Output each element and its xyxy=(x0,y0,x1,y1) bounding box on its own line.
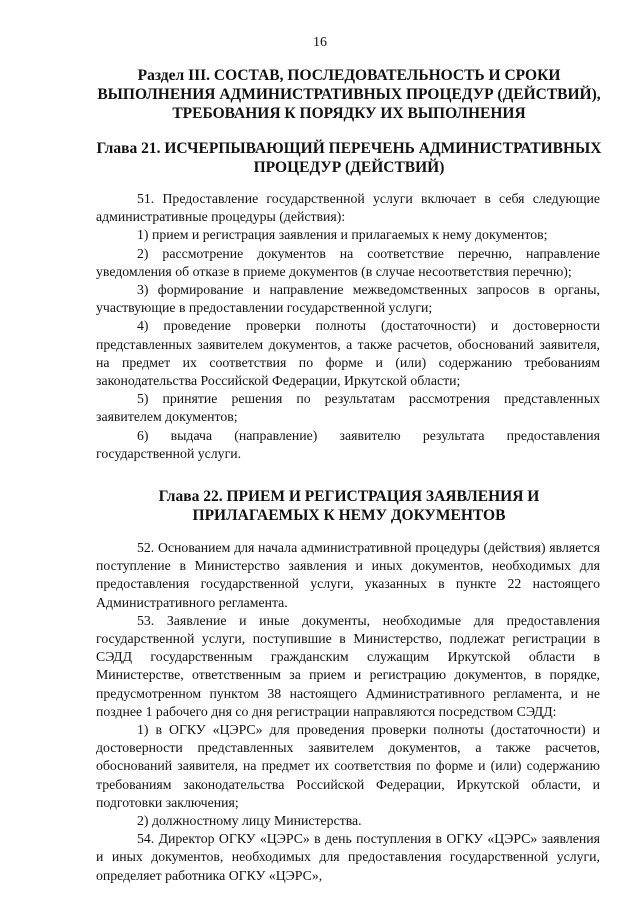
paragraph: 2) должностному лицу Министерства. xyxy=(137,813,362,829)
paragraph: 1) прием и регистрация заявления и прилагаемых к нему документов; xyxy=(137,227,548,243)
chapter-22-title: Глава 22. ПРИЕМ И РЕГИСТРАЦИЯ ЗАЯВЛЕНИЯ И ПРИЛАГАЕМЫХ К НЕМУ ДОКУМЕНТОВ xyxy=(158,488,540,524)
page-number: 16 xyxy=(313,35,327,50)
paragraph: 6) выдача (направление) заявителю результата предоставления государственной услуги. xyxy=(96,427,600,461)
chapter-21-body xyxy=(96,190,600,463)
chapter-22-body xyxy=(96,539,600,885)
chapter-21-title: Глава 21. ИСЧЕРПЫВАЮЩИЙ ПЕРЕЧЕНЬ АДМИНИСТРАТИВНЫХ ПРОЦЕДУР (ДЕЙСТВИЙ) xyxy=(96,140,602,176)
section-title: Раздел III. СОСТАВ, ПОСЛЕДОВАТЕЛЬНОСТЬ И СРОКИ ВЫПОЛНЕНИЯ АДМИНИСТРАТИВНЫХ ПРОЦЕДУР (ДЕЙСТВИЙ), ТРЕБОВАНИЯ К ПОРЯДКУ ИХ ВЫПОЛНЕНИЯ xyxy=(97,67,601,122)
paragraph: 52. Основанием для начала административной процедуры (действия) является поступление в Министерство заявления и иных документов, необходимых для предоставления государственной услуги, указанных в пункте 22 настоящего Административного регламента. xyxy=(96,540,600,610)
paragraph: 51. Предоставление государственной услуги включает в себя следующие административные процедуры (действия): xyxy=(96,191,600,225)
paragraph: 54. Директор ОГКУ «ЦЭРС» в день поступления в ОГКУ «ЦЭРС» заявления и иных документов, необходимых для предоставления государственной услуги, определяет работника ОГКУ «ЦЭРС», xyxy=(96,831,600,883)
paragraph: 5) принятие решения по результатам рассмотрения представленных заявителем документов; xyxy=(96,391,600,425)
paragraph: 3) формирование и направление межведомственных запросов в органы, участвующие в предоставлении государственной услуги; xyxy=(96,282,600,316)
paragraph: 2) рассмотрение документов на соответствие перечню, направление уведомления об отказе в приеме документов (в случае несоответствия перечню); xyxy=(96,245,600,279)
paragraph: 4) проведение проверки полноты (достаточности) и достоверности представленных заявителем документов, а также расчетов, обоснований заявителя, на предмет их соответствия по форме и (или) содержанию требованиям законодательства Российской Федерации, Иркутской области; xyxy=(96,318,600,389)
paragraph: 53. Заявление и иные документы, необходимые для предоставления государственной услуги, поступившие в Министерство, подлежат регистрации в СЭДД государственным гражданским служащим Иркутской области в Министерстве, ответственным за прием и регистрацию документов, в порядке, предусмотренном пунктом 38 настоящего Административного регламента, и не позднее 1 рабочего дня со дня регистрации направляются посредством СЭДД: xyxy=(96,612,600,719)
paragraph: 1) в ОГКУ «ЦЭРС» для проведения проверки полноты (достаточности) и достоверности представленных заявителем документов, а также расчетов, обоснований заявителя, на предмет их соответствия по форме и (или) содержанию требованиям законодательства Российской Федерации, Иркутской области, и подготовки заключения; xyxy=(96,722,600,810)
